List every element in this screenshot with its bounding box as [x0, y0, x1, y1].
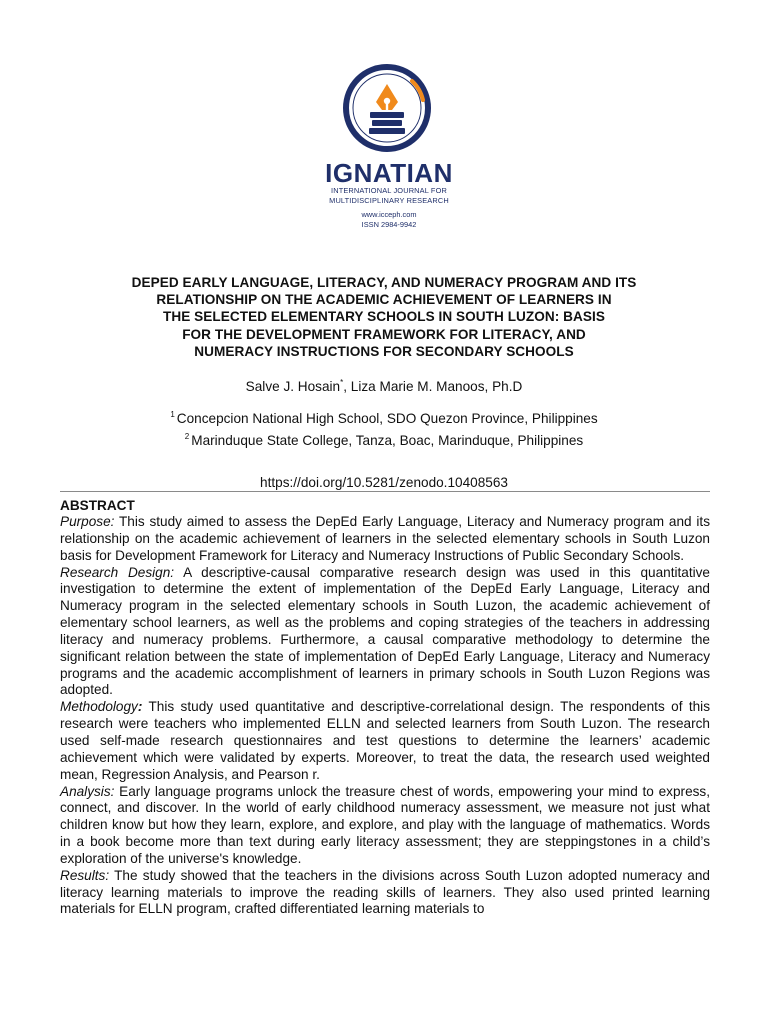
research-design-label: Research Design: [60, 564, 175, 580]
methodology-text: This study used quantitative and descriptive-correlational design. The respondents of this research were teachers who implemented ELLN and selected learners from South Luzon. The research used self-made research questionnaires and test questions to determine the learners’ academic achievement which were validated by experts. Moreover, to treat the data, the research used weighted mean, Regression Analysis, and Pearson r. [60, 699, 710, 782]
affiliation-text: Concepcion National High School, SDO Quezon Province, Philippines [176, 411, 598, 426]
affiliation-item [0, 406, 768, 428]
title-line: THE SELECTED ELEMENTARY SCHOOLS IN SOUTH LUZON: BASIS [163, 309, 605, 325]
abstract-analysis [60, 784, 710, 868]
paper-title [60, 274, 708, 360]
affiliation-number: 2 [184, 431, 190, 441]
abstract-heading: ABSTRACT [60, 498, 135, 513]
journal-name: IGNATIAN [325, 158, 453, 188]
research-design-text: A descriptive-causal comparative research design was used in this quantitative investigation to determine the extent of implementation of the DepEd Early Language, Literacy and Numeracy program in the selected elementary schools in South Luzon, the academic achievement of elementary school learners, as well as the problems and coping strategies of the teachers in addressing literacy and numeracy problems. Furthermore, a causal comparative methodology to determine the significant relation between the state of implementation of DepEd Early Language, Literacy and Numeracy programs and the academic accomplishment of learners in primary schools in South Luzon Regions was adopted. [60, 564, 710, 698]
journal-subtitle-line2: MULTIDISCIPLINARY RESEARCH [329, 195, 449, 205]
affiliation-text: Marinduque State College, Tanza, Boac, Marinduque, Philippines [191, 432, 584, 448]
author-secondary: , Liza Marie M. Manoos, Ph.D [343, 379, 523, 394]
purpose-text: This study aimed to assess the DepEd Early Language, Literacy and Numeracy program and its relationship on the academic achievement of learners in the selected elementary schools in South Luzon basis for Development Framework for Literacy and Numeracy Instructions of Public Secondary Schools. [60, 514, 710, 563]
journal-masthead [314, 160, 464, 230]
methodology-colon: : [137, 699, 143, 715]
author-primary: Salve J. Hosain [245, 379, 341, 394]
purpose-label: Purpose: [60, 514, 115, 529]
journal-subtitle-line1: INTERNATIONAL JOURNAL FOR [331, 186, 447, 195]
analysis-label: Analysis: [60, 783, 115, 799]
title-line: RELATIONSHIP ON THE ACADEMIC ACHIEVEMENT OF LEARNERS IN [156, 292, 612, 308]
title-line: NUMERACY INSTRUCTIONS FOR SECONDARY SCHOOLS [194, 343, 574, 359]
section-divider [60, 491, 710, 492]
affiliation-item [0, 428, 768, 450]
affiliation-number: 1 [170, 410, 175, 419]
journal-website: www.icceph.com [361, 210, 417, 220]
title-line: FOR THE DEVELOPMENT FRAMEWORK FOR LITERACY, AND [182, 326, 586, 342]
abstract-purpose [60, 514, 710, 565]
methodology-label: Methodology [60, 699, 138, 715]
corresponding-mark: * [340, 378, 344, 387]
results-label: Results: [60, 867, 110, 883]
title-line: DEPED EARLY LANGUAGE, LITERACY, AND NUMERACY PROGRAM AND ITS [131, 275, 637, 290]
abstract-section [60, 497, 710, 918]
abstract-results [60, 868, 710, 919]
doi-link[interactable]: https://doi.org/10.5281/zenodo.10408563 [260, 475, 508, 490]
results-text: The study showed that the teachers in the divisions across South Luzon adopted numeracy and literacy learning materials to improve the reading skills of learners. They also used printed learning materials for ELLN program, crafted differentiated learning materials to [60, 867, 710, 917]
abstract-research-design [60, 565, 710, 700]
affiliation-list [0, 406, 768, 449]
analysis-text: Early language programs unlock the treasure chest of words, empowering your mind to express, connect, and discover. In the world of early childhood numeracy assessment, we measure not just what children know but how they learn, explore, and explore, and play with the language of mathematics. Words in a book become more than text during early literacy assessment; they are steppingstones in a child’s exploration of the universe's knowledge. [60, 783, 710, 866]
journal-emblem-icon [312, 62, 462, 162]
author-list [0, 374, 768, 395]
journal-issn: ISSN 2984-9942 [361, 220, 417, 230]
abstract-methodology [60, 699, 710, 783]
